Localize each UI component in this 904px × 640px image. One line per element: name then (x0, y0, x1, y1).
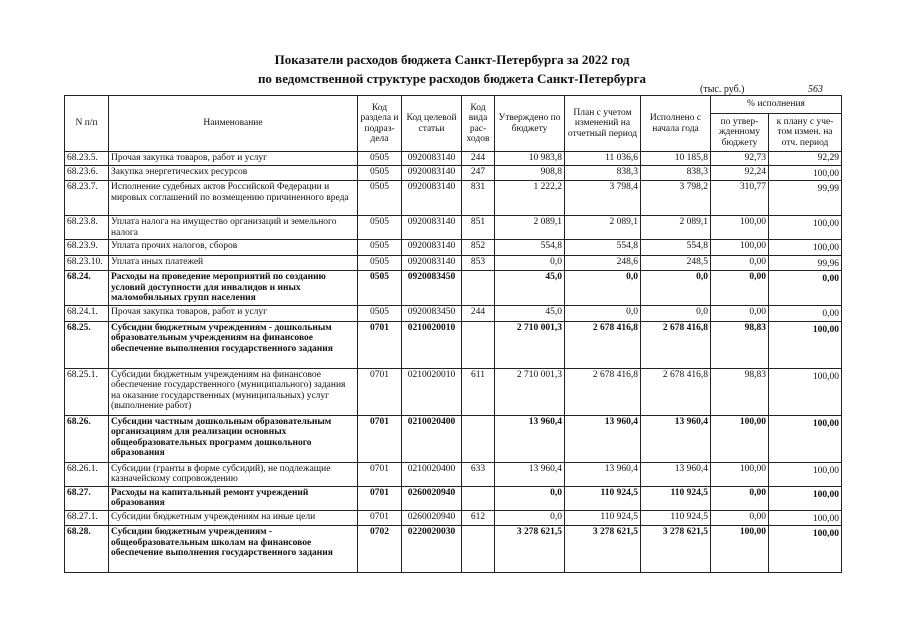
row-number: 68.23.5. (65, 152, 109, 166)
row-percent-plan: 100,00 (769, 368, 842, 415)
row-type-code (462, 321, 495, 368)
row-name: Прочая закупка товаров, работ и услуг (109, 152, 358, 166)
row-number: 68.24. (65, 271, 109, 306)
row-executed: 3 798,2 (641, 181, 711, 216)
row-approved: 554,8 (495, 240, 565, 256)
row-name: Субсидии бюджетным учреждениям на финансовое обеспечение государственного (муниципального) задания на оказание государственных (муниципальных) услуг (выполнение работ) (109, 368, 358, 415)
header-executed: Исполнено с начала года (641, 96, 711, 152)
row-plan: 2 678 416,8 (565, 368, 641, 415)
row-target-code: 0260020940 (402, 510, 462, 526)
row-number: 68.23.10. (65, 255, 109, 271)
row-type-code (462, 526, 495, 573)
table-row (65, 510, 842, 526)
header-plan: План с учетом изменений на отчетный период (565, 96, 641, 152)
row-plan: 0,0 (565, 306, 641, 322)
row-plan: 2 089,1 (565, 216, 641, 240)
table-row (65, 415, 842, 462)
row-type-code: 831 (462, 181, 495, 216)
row-plan: 13 960,4 (565, 462, 641, 486)
row-target-code: 0920083140 (402, 255, 462, 271)
row-percent-approved: 310,77 (711, 181, 769, 216)
row-target-code: 0220020030 (402, 526, 462, 573)
row-executed: 0,0 (641, 271, 711, 306)
row-target-code: 0210020010 (402, 321, 462, 368)
row-plan: 3 798,4 (565, 181, 641, 216)
document-title (0, 50, 904, 88)
row-number: 68.23.6. (65, 165, 109, 181)
row-plan: 0,0 (565, 271, 641, 306)
row-number: 68.23.9. (65, 240, 109, 256)
row-plan: 2 678 416,8 (565, 321, 641, 368)
title-line-2: по ведомственной структуре расходов бюджета Санкт-Петербурга (257, 71, 647, 86)
row-number: 68.27. (65, 486, 109, 510)
row-percent-approved: 98,83 (711, 368, 769, 415)
row-percent-plan: 99,99 (769, 181, 842, 216)
row-name: Исполнение судебных актов Российской Федерации и мировых соглашений по возмещению причиненного вреда (109, 181, 358, 216)
row-executed: 10 185,8 (641, 152, 711, 166)
row-name: Расходы на капитальный ремонт учреждений образования (109, 486, 358, 510)
row-name: Субсидии бюджетным учреждениям - дошкольным образовательным учреждениям на финансовое обеспечение выполнения государственного задания (109, 321, 358, 368)
row-section-code: 0505 (358, 255, 402, 271)
row-approved: 13 960,4 (495, 415, 565, 462)
row-number: 68.23.7. (65, 181, 109, 216)
row-name: Субсидии частным дошкольным образовательным организациям для реализации основных общеобразовательных программ дошкольного образования (109, 415, 358, 462)
row-approved: 2 089,1 (495, 216, 565, 240)
row-number: 68.25. (65, 321, 109, 368)
row-approved: 0,0 (495, 255, 565, 271)
row-percent-approved: 0,00 (711, 255, 769, 271)
row-type-code: 244 (462, 152, 495, 166)
row-section-code: 0701 (358, 415, 402, 462)
row-target-code: 0920083450 (402, 271, 462, 306)
row-percent-plan: 0,00 (769, 271, 842, 306)
table-row (65, 152, 842, 166)
table-row (65, 306, 842, 322)
row-percent-plan: 100,00 (769, 526, 842, 573)
table-row (65, 486, 842, 510)
row-percent-approved: 100,00 (711, 462, 769, 486)
row-type-code: 612 (462, 510, 495, 526)
row-section-code: 0505 (358, 181, 402, 216)
row-section-code: 0701 (358, 321, 402, 368)
row-number: 68.26.1. (65, 462, 109, 486)
row-approved: 2 710 001,3 (495, 321, 565, 368)
row-percent-approved: 0,00 (711, 306, 769, 322)
header-num: N п/п (65, 96, 109, 152)
row-section-code: 0701 (358, 368, 402, 415)
row-percent-approved: 100,00 (711, 216, 769, 240)
row-name: Расходы на проведение мероприятий по созданию условий доступности для инвалидов и иных маломобильных групп населения (109, 271, 358, 306)
table-body (65, 152, 842, 573)
table-row (65, 526, 842, 573)
row-executed: 554,8 (641, 240, 711, 256)
row-percent-approved: 92,24 (711, 165, 769, 181)
table-row (65, 462, 842, 486)
row-type-code: 852 (462, 240, 495, 256)
row-percent-plan: 100,00 (769, 216, 842, 240)
row-percent-approved: 100,00 (711, 240, 769, 256)
row-name: Субсидии бюджетным учреждениям - общеобразовательным школам на финансовое обеспечение выполнения государственного задания (109, 526, 358, 573)
row-executed: 13 960,4 (641, 415, 711, 462)
header-percent-plan: к плану с уче-том измен. на отч. период (769, 114, 842, 152)
row-section-code: 0505 (358, 271, 402, 306)
row-section-code: 0505 (358, 240, 402, 256)
table-row (65, 271, 842, 306)
row-type-code (462, 486, 495, 510)
row-number: 68.24.1. (65, 306, 109, 322)
header-section-code: Код раздела и подраз-дела (358, 96, 402, 152)
row-type-code: 244 (462, 306, 495, 322)
row-approved: 3 278 621,5 (495, 526, 565, 573)
row-percent-plan: 100,00 (769, 462, 842, 486)
table-row (65, 240, 842, 256)
row-section-code: 0701 (358, 462, 402, 486)
expenses-table (64, 95, 842, 573)
row-target-code: 0210020400 (402, 462, 462, 486)
row-type-code (462, 415, 495, 462)
row-percent-plan: 100,00 (769, 240, 842, 256)
row-name: Уплата иных платежей (109, 255, 358, 271)
row-name: Уплата налога на имущество организаций и земельного налога (109, 216, 358, 240)
row-number: 68.26. (65, 415, 109, 462)
table-row (65, 321, 842, 368)
row-plan: 13 960,4 (565, 415, 641, 462)
table-row (65, 255, 842, 271)
row-percent-approved: 98,83 (711, 321, 769, 368)
row-percent-approved: 92,73 (711, 152, 769, 166)
row-target-code: 0260020940 (402, 486, 462, 510)
row-executed: 2 089,1 (641, 216, 711, 240)
table-row (65, 368, 842, 415)
row-section-code: 0505 (358, 165, 402, 181)
row-target-code: 0920083140 (402, 152, 462, 166)
row-percent-approved: 0,00 (711, 486, 769, 510)
row-name: Прочая закупка товаров, работ и услуг (109, 306, 358, 322)
row-target-code: 0920083140 (402, 240, 462, 256)
table-row (65, 181, 842, 216)
row-percent-plan: 99,96 (769, 255, 842, 271)
row-name: Уплата прочих налогов, сборов (109, 240, 358, 256)
row-plan: 838,3 (565, 165, 641, 181)
row-plan: 110 924,5 (565, 510, 641, 526)
row-section-code: 0505 (358, 306, 402, 322)
row-approved: 2 710 001,3 (495, 368, 565, 415)
row-section-code: 0505 (358, 216, 402, 240)
row-section-code: 0505 (358, 152, 402, 166)
row-target-code: 0920083140 (402, 181, 462, 216)
row-plan: 554,8 (565, 240, 641, 256)
table-row (65, 216, 842, 240)
row-target-code: 0210020010 (402, 368, 462, 415)
row-percent-plan: 100,00 (769, 165, 842, 181)
row-percent-approved: 100,00 (711, 415, 769, 462)
row-executed: 3 278 621,5 (641, 526, 711, 573)
row-plan: 3 278 621,5 (565, 526, 641, 573)
row-executed: 248,5 (641, 255, 711, 271)
row-approved: 0,0 (495, 510, 565, 526)
row-approved: 45,0 (495, 306, 565, 322)
row-target-code: 0920083450 (402, 306, 462, 322)
row-target-code: 0210020400 (402, 415, 462, 462)
row-type-code: 611 (462, 368, 495, 415)
row-name: Субсидии (гранты в форме субсидий), не подлежащие казначейскому сопровождению (109, 462, 358, 486)
header-name: Наименование (109, 96, 358, 152)
row-type-code: 247 (462, 165, 495, 181)
row-approved: 10 983,8 (495, 152, 565, 166)
row-plan: 110 924,5 (565, 486, 641, 510)
row-executed: 13 960,4 (641, 462, 711, 486)
row-percent-approved: 0,00 (711, 271, 769, 306)
row-executed: 110 924,5 (641, 510, 711, 526)
row-percent-approved: 0,00 (711, 510, 769, 526)
row-executed: 0,0 (641, 306, 711, 322)
row-plan: 11 036,6 (565, 152, 641, 166)
units-label: (тыс. руб.) (700, 84, 745, 95)
row-type-code: 853 (462, 255, 495, 271)
row-number: 68.25.1. (65, 368, 109, 415)
row-target-code: 0920083140 (402, 165, 462, 181)
row-percent-plan: 100,00 (769, 321, 842, 368)
row-section-code: 0701 (358, 486, 402, 510)
header-target-code: Код целевой статьи (402, 96, 462, 152)
header-percent: % исполнения (711, 96, 842, 114)
row-percent-plan: 100,00 (769, 510, 842, 526)
header-percent-approved: по утвер-жденному бюджету (711, 114, 769, 152)
row-plan: 248,6 (565, 255, 641, 271)
row-executed: 110 924,5 (641, 486, 711, 510)
row-percent-plan: 92,29 (769, 152, 842, 166)
row-name: Субсидии бюджетным учреждениям на иные цели (109, 510, 358, 526)
row-number: 68.28. (65, 526, 109, 573)
table-row (65, 165, 842, 181)
row-approved: 908,8 (495, 165, 565, 181)
row-name: Закупка энергетических ресурсов (109, 165, 358, 181)
row-percent-plan: 0,00 (769, 306, 842, 322)
row-section-code: 0701 (358, 510, 402, 526)
row-section-code: 0702 (358, 526, 402, 573)
row-executed: 2 678 416,8 (641, 368, 711, 415)
row-type-code (462, 271, 495, 306)
row-percent-approved: 100,00 (711, 526, 769, 573)
row-number: 68.23.8. (65, 216, 109, 240)
row-approved: 0,0 (495, 486, 565, 510)
row-percent-plan: 100,00 (769, 486, 842, 510)
header-approved: Утверждено по бюджету (495, 96, 565, 152)
row-target-code: 0920083140 (402, 216, 462, 240)
row-approved: 45,0 (495, 271, 565, 306)
row-type-code: 851 (462, 216, 495, 240)
row-executed: 2 678 416,8 (641, 321, 711, 368)
header-type-code: Код вида рас-ходов (462, 96, 495, 152)
row-percent-plan: 100,00 (769, 415, 842, 462)
title-line-1: Показатели расходов бюджета Санкт-Петербурга за 2022 год (274, 52, 630, 67)
row-executed: 838,3 (641, 165, 711, 181)
row-approved: 1 222,2 (495, 181, 565, 216)
page-number: 563 (808, 84, 823, 95)
row-number: 68.27.1. (65, 510, 109, 526)
row-type-code: 633 (462, 462, 495, 486)
row-approved: 13 960,4 (495, 462, 565, 486)
